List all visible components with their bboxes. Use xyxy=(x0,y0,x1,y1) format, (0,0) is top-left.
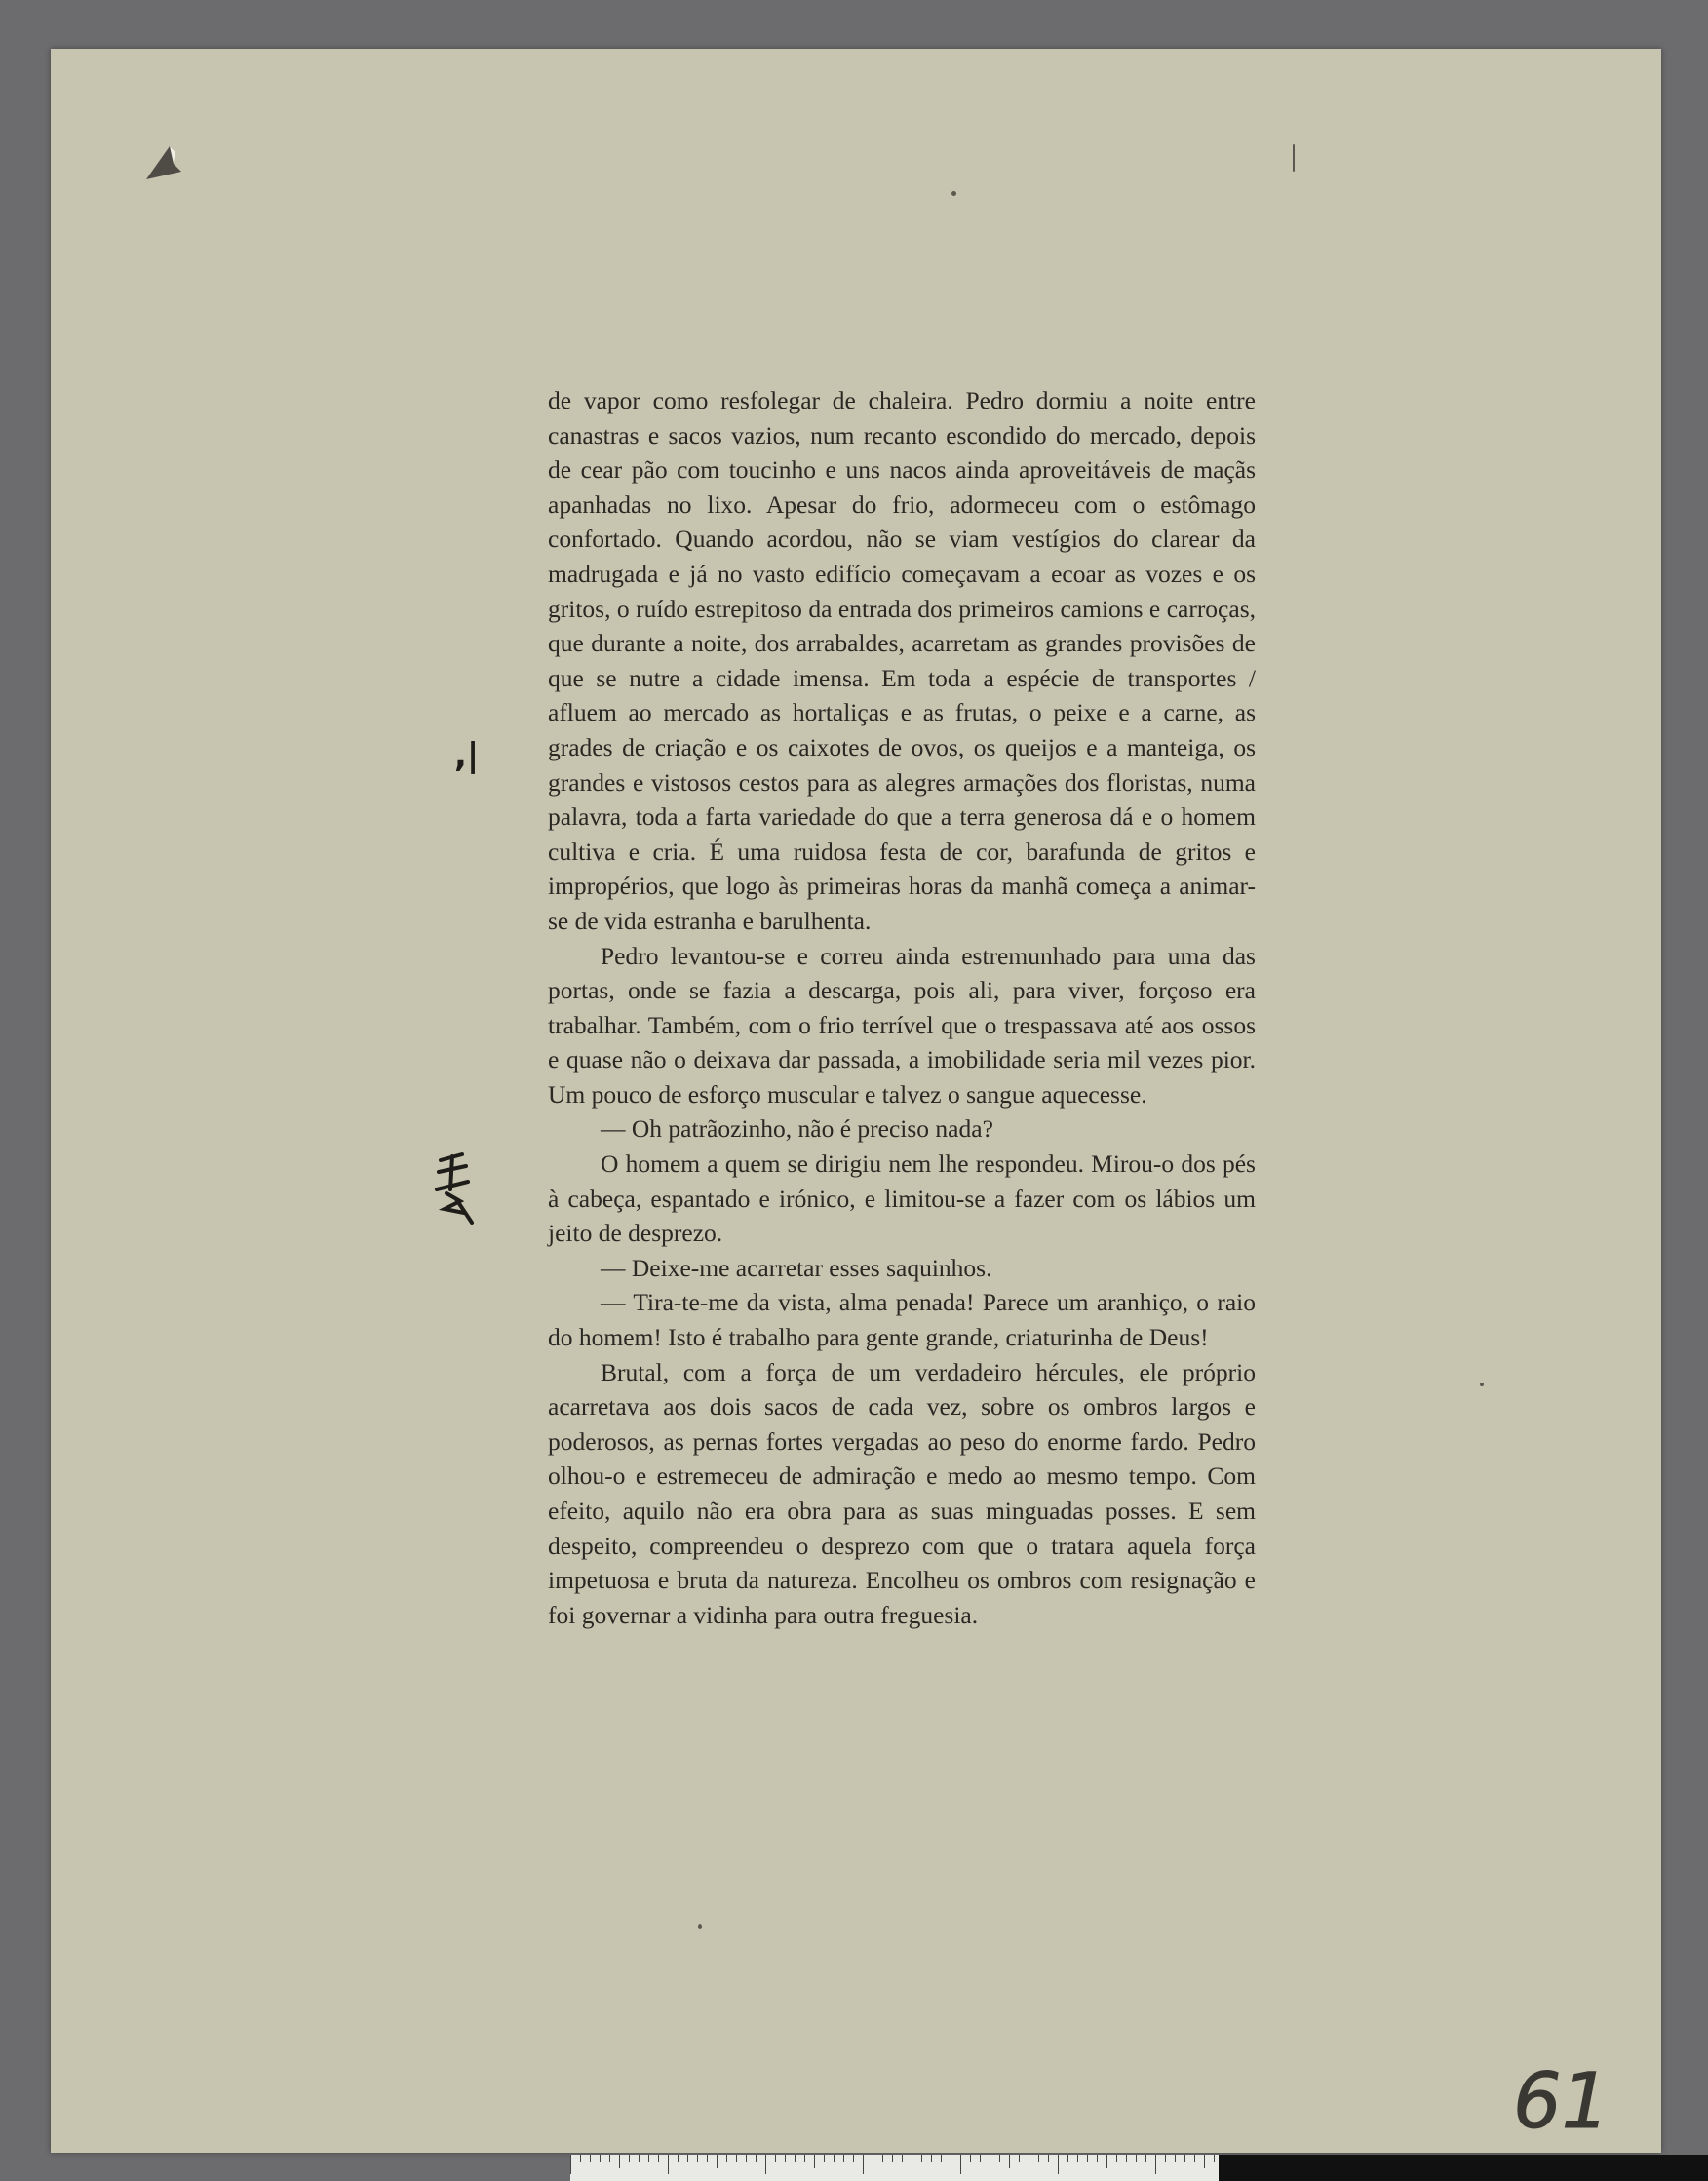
ruler-tick xyxy=(1184,2155,1185,2162)
body-text xyxy=(548,383,1256,1632)
ruler-tick xyxy=(629,2155,630,2162)
ruler-tick xyxy=(931,2155,932,2162)
ruler-tick xyxy=(1077,2155,1078,2162)
margin-annotation-scribble-icon xyxy=(433,1150,478,1225)
ruler-tick xyxy=(697,2155,698,2162)
ruler-tick xyxy=(834,2155,835,2162)
ruler-tick xyxy=(736,2155,737,2162)
ruler-tick xyxy=(1136,2155,1137,2162)
ruler-tick xyxy=(765,2155,766,2174)
ruler-tick xyxy=(1214,2155,1215,2162)
ruler-tick xyxy=(775,2155,776,2162)
ruler-tick xyxy=(600,2155,601,2162)
ruler-tick xyxy=(1145,2155,1146,2162)
margin-annotation-comma: ,| xyxy=(454,736,480,775)
ruler-tick xyxy=(921,2155,922,2162)
ruler-tick xyxy=(1116,2155,1117,2162)
ruler-tick xyxy=(853,2155,854,2162)
paragraph-6: — Tira-te-me da vista, alma penada! Parece um aranhiço, o raio do homem! Isto é trabalho para gente grande, criaturinha de Deus! xyxy=(548,1288,1256,1352)
paragraph-5: — Deixe-me acarretar esses saquinhos. xyxy=(601,1253,992,1282)
ruler-tick xyxy=(1204,2155,1205,2168)
paragraph-7: Brutal, com a força de um verdadeiro hércules, ele próprio acarretava aos dois sacos de cada vez, sobre os ombros largos e poderosos, as pernas fortes vergadas ao peso do enorme fardo. Pedro olhou-o e estremeceu de admiração e medo ao mesmo tempo. Com efeito, aquilo não era obra para as suas minguadas posses. E sem despeito, compreendeu o desprezo com que o tratara aquela força impetuosa e bruta da natureza. Encolheu os ombros com resignação e foi governar a vidinha para outra freguesia. xyxy=(548,1357,1256,1629)
ruler-tick xyxy=(863,2155,864,2174)
page-number-handwritten xyxy=(1509,2057,1616,2135)
speck xyxy=(698,1924,702,1929)
ruler-tick xyxy=(1009,2155,1010,2168)
ruler-tick xyxy=(1058,2155,1059,2174)
ruler-tick xyxy=(639,2155,640,2162)
ruler-tick xyxy=(941,2155,942,2162)
ruler-tick xyxy=(1087,2155,1088,2162)
ruler-tick xyxy=(882,2155,883,2162)
ruler-tick xyxy=(570,2155,571,2174)
ruler-tick xyxy=(726,2155,727,2162)
ruler-tick xyxy=(590,2155,591,2162)
paragraph-4: O homem a quem se dirigiu nem lhe respondeu. Mirou-o dos pés à cabeça, espantado e irónico, e limitou-se a fazer com os lábios um jeito de desprezo. xyxy=(548,1149,1256,1248)
speck xyxy=(1480,1383,1484,1386)
ruler-tick xyxy=(1126,2155,1127,2162)
ruler-tick xyxy=(648,2155,649,2162)
ruler-tick xyxy=(1155,2155,1156,2174)
ruler-tick xyxy=(1038,2155,1039,2162)
ruler-tick xyxy=(1048,2155,1049,2162)
speck xyxy=(1293,144,1295,172)
ruler-tick xyxy=(1106,2155,1107,2168)
page-number-text: 61 xyxy=(1513,2058,1611,2135)
ruler-tick xyxy=(687,2155,688,2162)
ruler-tick xyxy=(824,2155,825,2162)
scale-ruler-dark-segment xyxy=(1219,2155,1708,2181)
ruler-tick xyxy=(843,2155,844,2162)
ruler-tick xyxy=(804,2155,805,2162)
ruler-tick xyxy=(999,2155,1000,2162)
ruler-tick xyxy=(1165,2155,1166,2162)
ruler-tick xyxy=(1097,2155,1098,2162)
ruler-tick xyxy=(756,2155,757,2162)
ruler-tick xyxy=(1194,2155,1195,2162)
ruler-tick xyxy=(785,2155,786,2162)
paragraph-3: — Oh patrãozinho, não é preciso nada? xyxy=(601,1114,993,1144)
ruler-tick xyxy=(668,2155,669,2174)
ruler-tick xyxy=(580,2155,581,2162)
ruler-tick xyxy=(678,2155,679,2162)
ruler-tick xyxy=(609,2155,610,2162)
ruler-tick xyxy=(795,2155,796,2162)
paragraph-1: de vapor como resfolegar de chaleira. Pedro dormiu a noite entre canastras e sacos vazios, num recanto escondido do mercado, depois de cear pão com toucinho e uns nacos ainda aproveitáveis de maçãs apanhadas no lixo. Apesar do frio, adormeceu com o estômago confortado. Quando acordou, não se viam vestígios do clarear da madrugada e já no vasto edifício começavam a ecoar as vozes e os gritos, o ruído estrepitoso da entrada dos primeiros camions e carroças, que durante a noite, dos arrabaldes, acarretam as grandes provisões de que se nutre a cidade imensa. Em toda a espécie de transportes / afluem ao mercado as hortaliças e as frutas, o peixe e a carne, as grades de criação e os caixotes de ovos, os queijos e a manteiga, os grandes e vistosos cestos para as alegres armações dos floristas, numa palavra, toda a farta variedade do que a terra generosa dá e o homem cultiva e cria. É uma ruidosa festa de cor, barafunda de gritos e impropérios, que logo às primeiras horas da manhã começa a animar-se de vida estranha e barulhenta. xyxy=(548,386,1256,935)
ruler-tick xyxy=(960,2155,961,2174)
ruler-tick xyxy=(1019,2155,1020,2162)
ruler-tick xyxy=(1175,2155,1176,2162)
speck xyxy=(951,191,956,196)
ruler-tick xyxy=(717,2155,718,2168)
ruler-tick xyxy=(902,2155,903,2162)
ruler-tick xyxy=(707,2155,708,2162)
ruler-tick xyxy=(970,2155,971,2162)
ruler-tick xyxy=(814,2155,815,2168)
ruler-tick xyxy=(892,2155,893,2162)
ruler-tick xyxy=(619,2155,620,2168)
paragraph-2: Pedro levantou-se e correu ainda estremunhado para uma das portas, onde se fazia a descarga, pois ali, para viver, forçoso era trabalhar. Também, com o frio terrível que o trespassava até aos ossos e quase não o deixava dar passada, a imobilidade seria mil vezes pior. Um pouco de esforço muscular e talvez o sangue aquecesse. xyxy=(548,941,1256,1109)
ruler-tick xyxy=(980,2155,981,2162)
ruler-tick xyxy=(746,2155,747,2162)
ruler-tick xyxy=(658,2155,659,2162)
torn-corner-mark xyxy=(144,142,185,183)
